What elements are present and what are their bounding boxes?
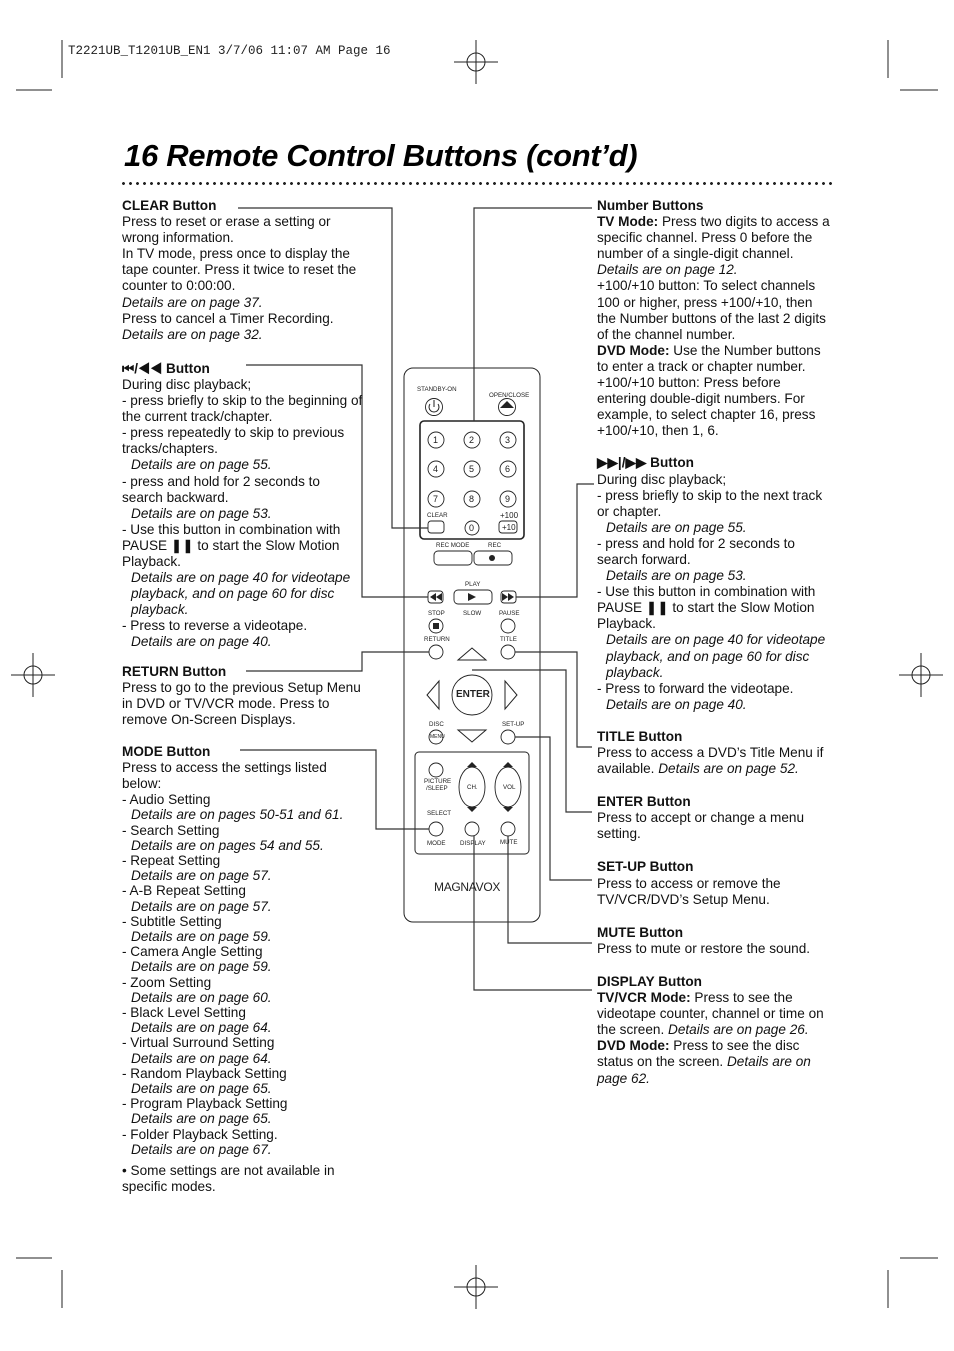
rewind-detail-3: Details are on page 53. <box>131 505 272 521</box>
mode-setting-detail: Details are on page 67. <box>131 1141 272 1157</box>
vol-label: VOL <box>503 784 516 791</box>
forward-heading: ▶▶|/▶▶ Button <box>597 455 694 471</box>
mode-setting-detail: Details are on page 59. <box>131 959 272 975</box>
mode-settings-list <box>122 792 364 1157</box>
clear-text-1: Press to reset or erase a setting or wrong information. <box>122 214 331 246</box>
forward-bullet-1: - press briefly to skip to the next track or chapter. <box>597 487 823 519</box>
mode-setting-item: - Program Playback Setting <box>122 1096 288 1112</box>
setup-heading: SET-UP Button <box>597 859 694 875</box>
mode-setting-detail: Details are on page 65. <box>131 1111 272 1127</box>
forward-bullet-4: - Press to forward the videotape. <box>597 680 794 696</box>
digit-2[interactable]: 2 <box>469 435 475 445</box>
return-heading: RETURN Button <box>122 663 227 679</box>
digit-5[interactable]: 5 <box>469 464 475 474</box>
mode-setting-item: - Random Playback Setting <box>122 1065 287 1081</box>
title-detail: Details are on page 52. <box>658 761 799 777</box>
mode-setting-detail: Details are on page 60. <box>131 989 272 1005</box>
title-paragraph <box>597 745 833 777</box>
mute-label: MUTE <box>500 839 518 846</box>
digit-0[interactable]: 0 <box>469 523 475 533</box>
number-tv-label: TV Mode: <box>597 214 659 230</box>
forward-intro: During disc playback; <box>597 471 727 487</box>
mute-heading: MUTE Button <box>597 924 684 940</box>
mode-setting-item: - A-B Repeat Setting <box>122 883 246 899</box>
number-dvd-paragraph <box>597 343 833 375</box>
mode-setting-item: - Repeat Setting <box>122 853 221 868</box>
mode-setting-item: - Black Level Setting <box>122 1005 246 1021</box>
title-section <box>597 729 833 777</box>
enter-button-label[interactable]: ENTER <box>456 689 490 700</box>
mode-setting-detail: Details are on page 59. <box>131 929 272 945</box>
forward-detail-4: Details are on page 40. <box>606 696 747 712</box>
mode-setting-detail: Details are on page 57. <box>131 868 272 884</box>
plus10-label: +10 <box>502 523 516 532</box>
mode-setting-item: - Folder Playback Setting. <box>122 1126 278 1142</box>
mode-text: Press to access the settings listed below: <box>122 760 327 792</box>
digit-6[interactable]: 6 <box>505 464 511 474</box>
number-tv-paragraph <box>597 214 833 262</box>
forward-bullet-2: - press and hold for 2 seconds to search forward. <box>597 535 795 567</box>
left-column <box>122 198 364 1208</box>
clear-text-3: Press to cancel a Timer Recording. <box>122 310 334 326</box>
digit-9[interactable]: 9 <box>505 494 511 504</box>
enter-heading: ENTER Button <box>597 794 691 810</box>
disc-label: DISC <box>429 721 444 728</box>
picture-label: PICTURE <box>424 778 452 785</box>
mode-setting-item: - Zoom Setting <box>122 974 212 990</box>
mute-text: Press to mute or restore the sound. <box>597 940 811 956</box>
mode-setting-item: - Subtitle Setting <box>122 913 222 929</box>
slow-label: SLOW <box>463 610 482 617</box>
page-title: 16 Remote Control Buttons (cont’d) <box>124 138 638 173</box>
mute-section <box>597 925 833 957</box>
digit-3[interactable]: 3 <box>505 435 511 445</box>
digit-4[interactable]: 4 <box>433 464 439 474</box>
sleep-label: /SLEEP <box>426 785 448 792</box>
display-dvd-paragraph <box>597 1038 833 1086</box>
display-tv-text: Press to see the videotape counter, channel or time on the screen. <box>597 990 824 1038</box>
mode-setting-detail: Details are on page 65. <box>131 1081 272 1097</box>
mode-label: MODE <box>427 840 446 847</box>
setup-section <box>597 859 833 907</box>
menu-label: MENU <box>430 734 445 740</box>
mode-setting-item: - Camera Angle Setting <box>122 944 263 960</box>
select-label: SELECT <box>427 810 452 817</box>
rec-mode-label: REC MODE <box>436 542 470 549</box>
clear-detail-2: Details are on page 32. <box>122 326 263 342</box>
return-label: RETURN <box>424 636 450 643</box>
rewind-detail-2: Details are on page 55. <box>131 457 272 473</box>
rec-label: REC <box>488 542 502 549</box>
return-section <box>122 664 364 728</box>
forward-detail-1: Details are on page 55. <box>606 519 747 535</box>
rewind-bullet-5: - Press to reverse a videotape. <box>122 618 308 634</box>
number-tv-text: Press two digits to access a specific channel. Press 0 before the number of a single-digit channel. <box>597 214 830 262</box>
return-text: Press to go to the previous Setup Menu in DVD or TV/VCR mode. Press to remove On-Screen Displays. <box>122 679 361 727</box>
number-text-2: +100/+10 button: To select channels 100 or higher, press +100/+10, then the Number buttons of the last 2 digits of the channel number. <box>597 278 826 342</box>
forward-bullet-3: - Use this button in combination with PAUSE ❚❚ to start the Slow Motion Playback. <box>597 584 816 632</box>
stop-label: STOP <box>428 610 445 617</box>
title-text: Press to access a DVD’s Title Menu if available. <box>597 745 824 777</box>
mode-setting-detail: Details are on page 57. <box>131 898 272 914</box>
forward-section <box>597 455 833 713</box>
print-slug: T2221UB_T1201UB_EN1 3/7/06 11:07 AM Page 16 <box>68 44 391 58</box>
enter-text: Press to accept or change a menu setting. <box>597 810 805 842</box>
forward-detail-2: Details are on page 53. <box>606 568 747 584</box>
clear-detail-1: Details are on page 37. <box>122 294 263 310</box>
display-dvd-detail: Details are on page 62. <box>597 1054 811 1086</box>
display-tv-paragraph <box>597 990 833 1038</box>
pause-label: PAUSE <box>499 610 520 617</box>
rewind-bullet-2: - press repeatedly to skip to previous tracks/chapters. <box>122 425 345 457</box>
mode-setting-item: - Audio Setting <box>122 792 211 808</box>
right-column <box>597 198 833 1100</box>
rewind-bullet-4: - Use this button in combination with PAUSE ❚❚ to start the Slow Motion Playback. <box>122 521 341 569</box>
mode-section <box>122 744 364 1195</box>
forward-detail-3: Details are on page 40 for videotape playback, and on page 60 for disc playback. <box>606 632 826 680</box>
mode-setting-detail: Details are on page 64. <box>131 1020 272 1036</box>
display-heading: DISPLAY Button <box>597 973 702 989</box>
clear-heading: CLEAR Button <box>122 198 217 213</box>
brand-logo: MAGNAVOX <box>434 880 501 894</box>
mode-note: • Some settings are not available in specific modes. <box>122 1163 335 1195</box>
number-text-3: +100/+10 button: Press before entering double-digit numbers. For example, to select chapter 16, press +100/+10, then 1, 6. <box>597 375 816 439</box>
number-dvd-text: Use the Number buttons to enter a track or chapter number. <box>597 342 821 374</box>
setup-text: Press to access or remove the TV/VCR/DVD’s Setup Menu. <box>597 875 781 907</box>
mode-setting-detail: Details are on pages 54 and 55. <box>131 837 324 853</box>
plus100-label: +100 <box>500 511 519 520</box>
number-heading: Number Buttons <box>597 198 704 213</box>
number-dvd-label: DVD Mode: <box>597 342 670 358</box>
rewind-detail-5: Details are on page 40. <box>131 634 272 650</box>
digit-7[interactable]: 7 <box>433 494 439 504</box>
title-heading: TITLE Button <box>597 728 683 744</box>
mode-setting-item: - Virtual Surround Setting <box>122 1035 275 1051</box>
clear-label: CLEAR <box>427 512 448 519</box>
rewind-heading: ⏮/◀◀ Button <box>122 360 210 376</box>
display-section <box>597 974 833 1087</box>
play-label: PLAY <box>465 581 481 588</box>
display-dvd-text: Press to see the disc status on the screen. <box>597 1038 800 1070</box>
display-label: DISPLAY <box>460 840 486 847</box>
mode-setting-detail: Details are on pages 50-51 and 61. <box>131 807 344 823</box>
rewind-bullet-1: - press briefly to skip to the beginning of the current track/chapter. <box>122 393 363 425</box>
mode-setting-detail: Details are on page 64. <box>131 1050 272 1066</box>
digit-1[interactable]: 1 <box>433 435 439 445</box>
number-section <box>597 198 833 439</box>
ch-label: CH. <box>467 784 478 791</box>
open-close-button-label: OPEN/CLOSE <box>489 392 530 399</box>
mode-setting-item: - Search Setting <box>122 822 220 838</box>
rewind-bullet-3: - press and hold for 2 seconds to search backward. <box>122 473 320 505</box>
clear-text-2: In TV mode, press once to display the tape counter. Press it twice to reset the counter to 0:00:00. <box>122 246 357 294</box>
enter-section <box>597 794 833 842</box>
clear-section <box>122 198 364 343</box>
display-dvd-label: DVD Mode: <box>597 1038 670 1054</box>
title-label: TITLE <box>500 636 517 643</box>
standby-button-label: STANDBY-ON <box>417 386 457 393</box>
display-tv-detail: Details are on page 26. <box>668 1022 809 1038</box>
display-tv-label: TV/VCR Mode: <box>597 990 691 1006</box>
rewind-detail-4: Details are on page 40 for videotape playback, and on page 60 for disc playback. <box>131 570 351 618</box>
rewind-intro: During disc playback; <box>122 376 252 392</box>
number-detail-1: Details are on page 12. <box>597 262 738 278</box>
digit-8[interactable]: 8 <box>469 494 475 504</box>
rewind-section <box>122 361 364 651</box>
setup-label: SET-UP <box>502 721 525 728</box>
mode-heading: MODE Button <box>122 743 211 759</box>
